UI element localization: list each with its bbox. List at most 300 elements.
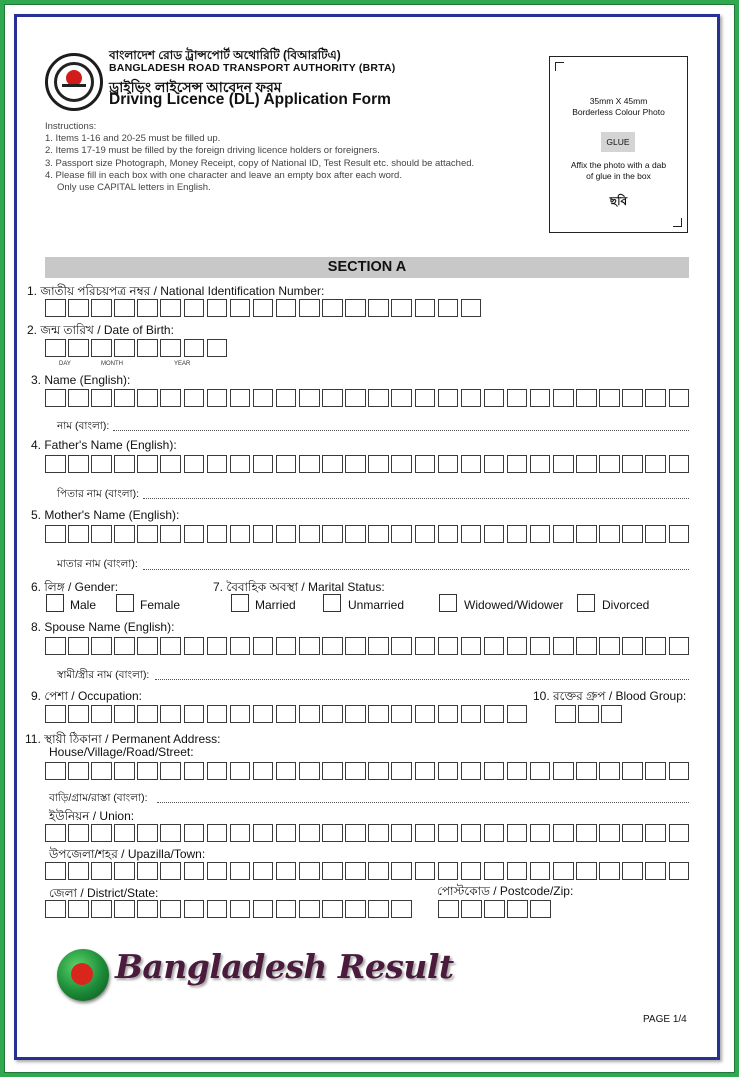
photo-box[interactable]	[549, 56, 688, 233]
char-box[interactable]	[599, 637, 620, 655]
char-box[interactable]	[137, 525, 158, 543]
char-box[interactable]	[207, 762, 228, 780]
char-box[interactable]	[645, 762, 666, 780]
char-box[interactable]	[230, 637, 251, 655]
char-box[interactable]	[68, 455, 89, 473]
char-box[interactable]	[645, 389, 666, 407]
street-input[interactable]	[45, 762, 689, 780]
char-box[interactable]	[322, 762, 343, 780]
char-box[interactable]	[669, 862, 690, 880]
char-box[interactable]	[207, 862, 228, 880]
char-box[interactable]	[207, 455, 228, 473]
char-box[interactable]	[622, 455, 643, 473]
char-box[interactable]	[368, 389, 389, 407]
char-box[interactable]	[184, 299, 205, 317]
char-box[interactable]	[91, 900, 112, 918]
char-box[interactable]	[645, 637, 666, 655]
char-box[interactable]	[137, 339, 158, 357]
char-box[interactable]	[669, 455, 690, 473]
char-box[interactable]	[276, 824, 297, 842]
gender-female-checkbox[interactable]	[116, 594, 134, 612]
char-box[interactable]	[91, 455, 112, 473]
char-box[interactable]	[137, 389, 158, 407]
char-box[interactable]	[45, 900, 66, 918]
char-box[interactable]	[253, 525, 274, 543]
char-box[interactable]	[507, 525, 528, 543]
char-box[interactable]	[68, 389, 89, 407]
char-box[interactable]	[415, 389, 436, 407]
char-box[interactable]	[622, 862, 643, 880]
char-box[interactable]	[322, 824, 343, 842]
char-box[interactable]	[461, 824, 482, 842]
char-box[interactable]	[368, 299, 389, 317]
char-box[interactable]	[114, 705, 135, 723]
char-box[interactable]	[507, 455, 528, 473]
char-box[interactable]	[507, 705, 528, 723]
union-input[interactable]	[45, 824, 689, 842]
char-box[interactable]	[553, 525, 574, 543]
char-box[interactable]	[622, 824, 643, 842]
char-box[interactable]	[553, 455, 574, 473]
char-box[interactable]	[438, 900, 459, 918]
char-box[interactable]	[530, 762, 551, 780]
char-box[interactable]	[184, 762, 205, 780]
char-box[interactable]	[68, 824, 89, 842]
char-box[interactable]	[91, 389, 112, 407]
char-box[interactable]	[461, 705, 482, 723]
char-box[interactable]	[114, 824, 135, 842]
char-box[interactable]	[530, 900, 551, 918]
char-box[interactable]	[91, 339, 112, 357]
char-box[interactable]	[207, 299, 228, 317]
char-box[interactable]	[576, 525, 597, 543]
char-box[interactable]	[207, 900, 228, 918]
dob-day-caption: DAY	[59, 361, 71, 367]
char-box[interactable]	[299, 705, 320, 723]
district-input[interactable]	[45, 900, 412, 918]
char-box[interactable]	[253, 455, 274, 473]
char-box[interactable]	[576, 389, 597, 407]
char-box[interactable]	[530, 525, 551, 543]
char-box[interactable]	[553, 389, 574, 407]
char-box[interactable]	[391, 525, 412, 543]
char-box[interactable]	[137, 824, 158, 842]
char-box[interactable]	[578, 705, 599, 723]
char-box[interactable]	[184, 637, 205, 655]
char-box[interactable]	[91, 824, 112, 842]
char-box[interactable]	[368, 762, 389, 780]
char-box[interactable]	[391, 389, 412, 407]
char-box[interactable]	[45, 389, 66, 407]
char-box[interactable]	[553, 862, 574, 880]
char-box[interactable]	[415, 637, 436, 655]
char-box[interactable]	[438, 299, 459, 317]
char-box[interactable]	[253, 762, 274, 780]
char-box[interactable]	[91, 705, 112, 723]
char-box[interactable]	[484, 389, 505, 407]
char-box[interactable]	[391, 455, 412, 473]
gender-male-checkbox[interactable]	[46, 594, 64, 612]
char-box[interactable]	[461, 525, 482, 543]
char-box[interactable]	[322, 299, 343, 317]
char-box[interactable]	[299, 389, 320, 407]
char-box[interactable]	[45, 637, 66, 655]
char-box[interactable]	[391, 900, 412, 918]
char-box[interactable]	[253, 824, 274, 842]
char-box[interactable]	[484, 637, 505, 655]
char-box[interactable]	[345, 525, 366, 543]
char-box[interactable]	[345, 900, 366, 918]
blood-group-input[interactable]	[555, 705, 622, 723]
char-box[interactable]	[299, 862, 320, 880]
spouse-bn-label: স্বামী/স্ত্রীর নাম (বাংলা):	[57, 669, 150, 681]
upazila-label: উপজেলা/শহর / Upazilla/Town:	[49, 847, 206, 861]
char-box[interactable]	[276, 525, 297, 543]
char-box[interactable]	[415, 824, 436, 842]
spouse-input[interactable]	[45, 637, 689, 655]
nid-input[interactable]	[45, 299, 481, 317]
char-box[interactable]	[622, 762, 643, 780]
char-box[interactable]	[599, 862, 620, 880]
char-box[interactable]	[484, 824, 505, 842]
char-box[interactable]	[599, 824, 620, 842]
char-box[interactable]	[299, 900, 320, 918]
char-box[interactable]	[345, 455, 366, 473]
char-box[interactable]	[230, 389, 251, 407]
char-box[interactable]	[299, 525, 320, 543]
char-box[interactable]	[507, 389, 528, 407]
char-box[interactable]	[415, 525, 436, 543]
char-box[interactable]	[553, 824, 574, 842]
char-box[interactable]	[484, 525, 505, 543]
char-box[interactable]	[599, 762, 620, 780]
char-box[interactable]	[137, 900, 158, 918]
char-box[interactable]	[322, 389, 343, 407]
char-box[interactable]	[230, 762, 251, 780]
char-box[interactable]	[345, 389, 366, 407]
char-box[interactable]	[415, 455, 436, 473]
char-box[interactable]	[299, 299, 320, 317]
char-box[interactable]	[438, 862, 459, 880]
char-box[interactable]	[91, 862, 112, 880]
char-box[interactable]	[253, 900, 274, 918]
authority-title-en: BANGLADESH ROAD TRANSPORT AUTHORITY (BRTA)	[109, 62, 396, 74]
char-box[interactable]	[230, 525, 251, 543]
upazila-input[interactable]	[45, 862, 689, 880]
char-box[interactable]	[137, 455, 158, 473]
char-box[interactable]	[45, 525, 66, 543]
char-box[interactable]	[322, 705, 343, 723]
blood-group-label: 10. রক্তের গ্রুপ / Blood Group:	[533, 689, 687, 703]
char-box[interactable]	[299, 824, 320, 842]
char-box[interactable]	[438, 762, 459, 780]
char-box[interactable]	[137, 862, 158, 880]
char-box[interactable]	[576, 455, 597, 473]
char-box[interactable]	[553, 637, 574, 655]
char-box[interactable]	[160, 637, 181, 655]
char-box[interactable]	[507, 762, 528, 780]
char-box[interactable]	[484, 705, 505, 723]
char-box[interactable]	[368, 900, 389, 918]
father-input[interactable]	[45, 455, 689, 473]
char-box[interactable]	[184, 824, 205, 842]
char-box[interactable]	[276, 862, 297, 880]
street-bn-line[interactable]	[157, 802, 689, 803]
char-box[interactable]	[601, 705, 622, 723]
char-box[interactable]	[391, 637, 412, 655]
char-box[interactable]	[253, 299, 274, 317]
char-box[interactable]	[438, 525, 459, 543]
char-box[interactable]	[461, 762, 482, 780]
char-box[interactable]	[576, 762, 597, 780]
char-box[interactable]	[645, 455, 666, 473]
char-box[interactable]	[137, 299, 158, 317]
char-box[interactable]	[184, 389, 205, 407]
char-box[interactable]	[160, 455, 181, 473]
postcode-input[interactable]	[438, 900, 551, 918]
char-box[interactable]	[484, 900, 505, 918]
char-box[interactable]	[68, 525, 89, 543]
char-box[interactable]	[391, 762, 412, 780]
char-box[interactable]	[322, 900, 343, 918]
char-box[interactable]	[160, 705, 181, 723]
char-box[interactable]	[391, 705, 412, 723]
char-box[interactable]	[276, 299, 297, 317]
char-box[interactable]	[507, 900, 528, 918]
char-box[interactable]	[599, 525, 620, 543]
char-box[interactable]	[114, 900, 135, 918]
char-box[interactable]	[669, 525, 690, 543]
marital-divorced-checkbox[interactable]	[577, 594, 595, 612]
marital-unmarried-checkbox[interactable]	[323, 594, 341, 612]
char-box[interactable]	[207, 637, 228, 655]
char-box[interactable]	[160, 389, 181, 407]
char-box[interactable]	[91, 637, 112, 655]
char-box[interactable]	[45, 824, 66, 842]
char-box[interactable]	[415, 762, 436, 780]
char-box[interactable]	[599, 389, 620, 407]
char-box[interactable]	[622, 637, 643, 655]
char-box[interactable]	[322, 525, 343, 543]
char-box[interactable]	[253, 705, 274, 723]
char-box[interactable]	[276, 705, 297, 723]
char-box[interactable]	[68, 762, 89, 780]
char-box[interactable]	[207, 525, 228, 543]
char-box[interactable]	[345, 299, 366, 317]
char-box[interactable]	[68, 299, 89, 317]
char-box[interactable]	[45, 762, 66, 780]
char-box[interactable]	[207, 339, 228, 357]
occupation-input[interactable]	[45, 705, 527, 723]
char-box[interactable]	[68, 637, 89, 655]
char-box[interactable]	[669, 637, 690, 655]
char-box[interactable]	[207, 389, 228, 407]
mother-input[interactable]	[45, 525, 689, 543]
char-box[interactable]	[322, 862, 343, 880]
char-box[interactable]	[91, 762, 112, 780]
char-box[interactable]	[114, 299, 135, 317]
name-input[interactable]	[45, 389, 689, 407]
char-box[interactable]	[230, 705, 251, 723]
char-box[interactable]	[114, 862, 135, 880]
char-box[interactable]	[160, 862, 181, 880]
char-box[interactable]	[576, 824, 597, 842]
char-box[interactable]	[415, 862, 436, 880]
char-box[interactable]	[91, 525, 112, 543]
char-box[interactable]	[415, 705, 436, 723]
char-box[interactable]	[645, 862, 666, 880]
char-box[interactable]	[438, 824, 459, 842]
char-box[interactable]	[438, 455, 459, 473]
char-box[interactable]	[368, 705, 389, 723]
char-box[interactable]	[368, 455, 389, 473]
char-box[interactable]	[114, 762, 135, 780]
char-box[interactable]	[484, 762, 505, 780]
char-box[interactable]	[91, 299, 112, 317]
char-box[interactable]	[160, 900, 181, 918]
char-box[interactable]	[230, 862, 251, 880]
char-box[interactable]	[669, 824, 690, 842]
char-box[interactable]	[45, 455, 66, 473]
char-box[interactable]	[137, 705, 158, 723]
char-box[interactable]	[68, 339, 89, 357]
char-box[interactable]	[114, 389, 135, 407]
char-box[interactable]	[645, 824, 666, 842]
char-box[interactable]	[461, 900, 482, 918]
char-box[interactable]	[438, 389, 459, 407]
char-box[interactable]	[207, 705, 228, 723]
char-box[interactable]	[184, 339, 205, 357]
char-box[interactable]	[137, 637, 158, 655]
char-box[interactable]	[368, 525, 389, 543]
char-box[interactable]	[230, 900, 251, 918]
char-box[interactable]	[253, 637, 274, 655]
char-box[interactable]	[530, 455, 551, 473]
char-box[interactable]	[230, 455, 251, 473]
char-box[interactable]	[461, 299, 482, 317]
char-box[interactable]	[322, 455, 343, 473]
char-box[interactable]	[622, 389, 643, 407]
form-title-en: Driving Licence (DL) Application Form	[109, 91, 391, 108]
char-box[interactable]	[137, 762, 158, 780]
father-bn-line[interactable]	[143, 498, 689, 499]
char-box[interactable]	[507, 862, 528, 880]
char-box[interactable]	[484, 455, 505, 473]
char-box[interactable]	[645, 525, 666, 543]
char-box[interactable]	[114, 339, 135, 357]
char-box[interactable]	[184, 705, 205, 723]
char-box[interactable]	[230, 824, 251, 842]
char-box[interactable]	[184, 525, 205, 543]
char-box[interactable]	[669, 389, 690, 407]
char-box[interactable]	[276, 900, 297, 918]
marital-widowed-checkbox[interactable]	[439, 594, 457, 612]
char-box[interactable]	[45, 705, 66, 723]
char-box[interactable]	[114, 525, 135, 543]
char-box[interactable]	[368, 824, 389, 842]
char-box[interactable]	[391, 824, 412, 842]
char-box[interactable]	[555, 705, 576, 723]
char-box[interactable]	[299, 637, 320, 655]
name-bn-line[interactable]	[113, 430, 689, 431]
char-box[interactable]	[461, 389, 482, 407]
char-box[interactable]	[553, 762, 574, 780]
char-box[interactable]	[184, 900, 205, 918]
mother-bn-line[interactable]	[143, 569, 689, 570]
char-box[interactable]	[622, 525, 643, 543]
char-box[interactable]	[530, 637, 551, 655]
char-box[interactable]	[68, 705, 89, 723]
char-box[interactable]	[160, 525, 181, 543]
char-box[interactable]	[253, 862, 274, 880]
char-box[interactable]	[160, 299, 181, 317]
char-box[interactable]	[276, 762, 297, 780]
char-box[interactable]	[160, 762, 181, 780]
char-box[interactable]	[576, 862, 597, 880]
char-box[interactable]	[345, 705, 366, 723]
char-box[interactable]	[276, 637, 297, 655]
char-box[interactable]	[599, 455, 620, 473]
char-box[interactable]	[207, 824, 228, 842]
char-box[interactable]	[461, 862, 482, 880]
char-box[interactable]	[45, 862, 66, 880]
char-box[interactable]	[507, 637, 528, 655]
char-box[interactable]	[345, 824, 366, 842]
char-box[interactable]	[345, 762, 366, 780]
char-box[interactable]	[45, 299, 66, 317]
char-box[interactable]	[438, 705, 459, 723]
char-box[interactable]	[669, 762, 690, 780]
gender-female-label: Female	[140, 598, 181, 612]
char-box[interactable]	[484, 862, 505, 880]
char-box[interactable]	[68, 900, 89, 918]
char-box[interactable]	[184, 455, 205, 473]
char-box[interactable]	[461, 637, 482, 655]
spouse-bn-line[interactable]	[155, 679, 689, 680]
char-box[interactable]	[507, 824, 528, 842]
char-box[interactable]	[230, 299, 251, 317]
char-box[interactable]	[530, 824, 551, 842]
char-box[interactable]	[438, 637, 459, 655]
char-box[interactable]	[322, 637, 343, 655]
char-box[interactable]	[576, 637, 597, 655]
marital-married-checkbox[interactable]	[231, 594, 249, 612]
char-box[interactable]	[253, 389, 274, 407]
char-box[interactable]	[461, 455, 482, 473]
char-box[interactable]	[114, 455, 135, 473]
char-box[interactable]	[160, 824, 181, 842]
char-box[interactable]	[45, 339, 66, 357]
char-box[interactable]	[345, 637, 366, 655]
char-box[interactable]	[299, 762, 320, 780]
char-box[interactable]	[160, 339, 181, 357]
char-box[interactable]	[299, 455, 320, 473]
char-box[interactable]	[114, 637, 135, 655]
char-box[interactable]	[368, 862, 389, 880]
char-box[interactable]	[276, 455, 297, 473]
char-box[interactable]	[391, 862, 412, 880]
char-box[interactable]	[68, 862, 89, 880]
char-box[interactable]	[530, 389, 551, 407]
char-box[interactable]	[415, 299, 436, 317]
char-box[interactable]	[184, 862, 205, 880]
dob-input[interactable]	[45, 339, 227, 357]
char-box[interactable]	[276, 389, 297, 407]
char-box[interactable]	[345, 862, 366, 880]
char-box[interactable]	[391, 299, 412, 317]
char-box[interactable]	[530, 862, 551, 880]
char-box[interactable]	[368, 637, 389, 655]
